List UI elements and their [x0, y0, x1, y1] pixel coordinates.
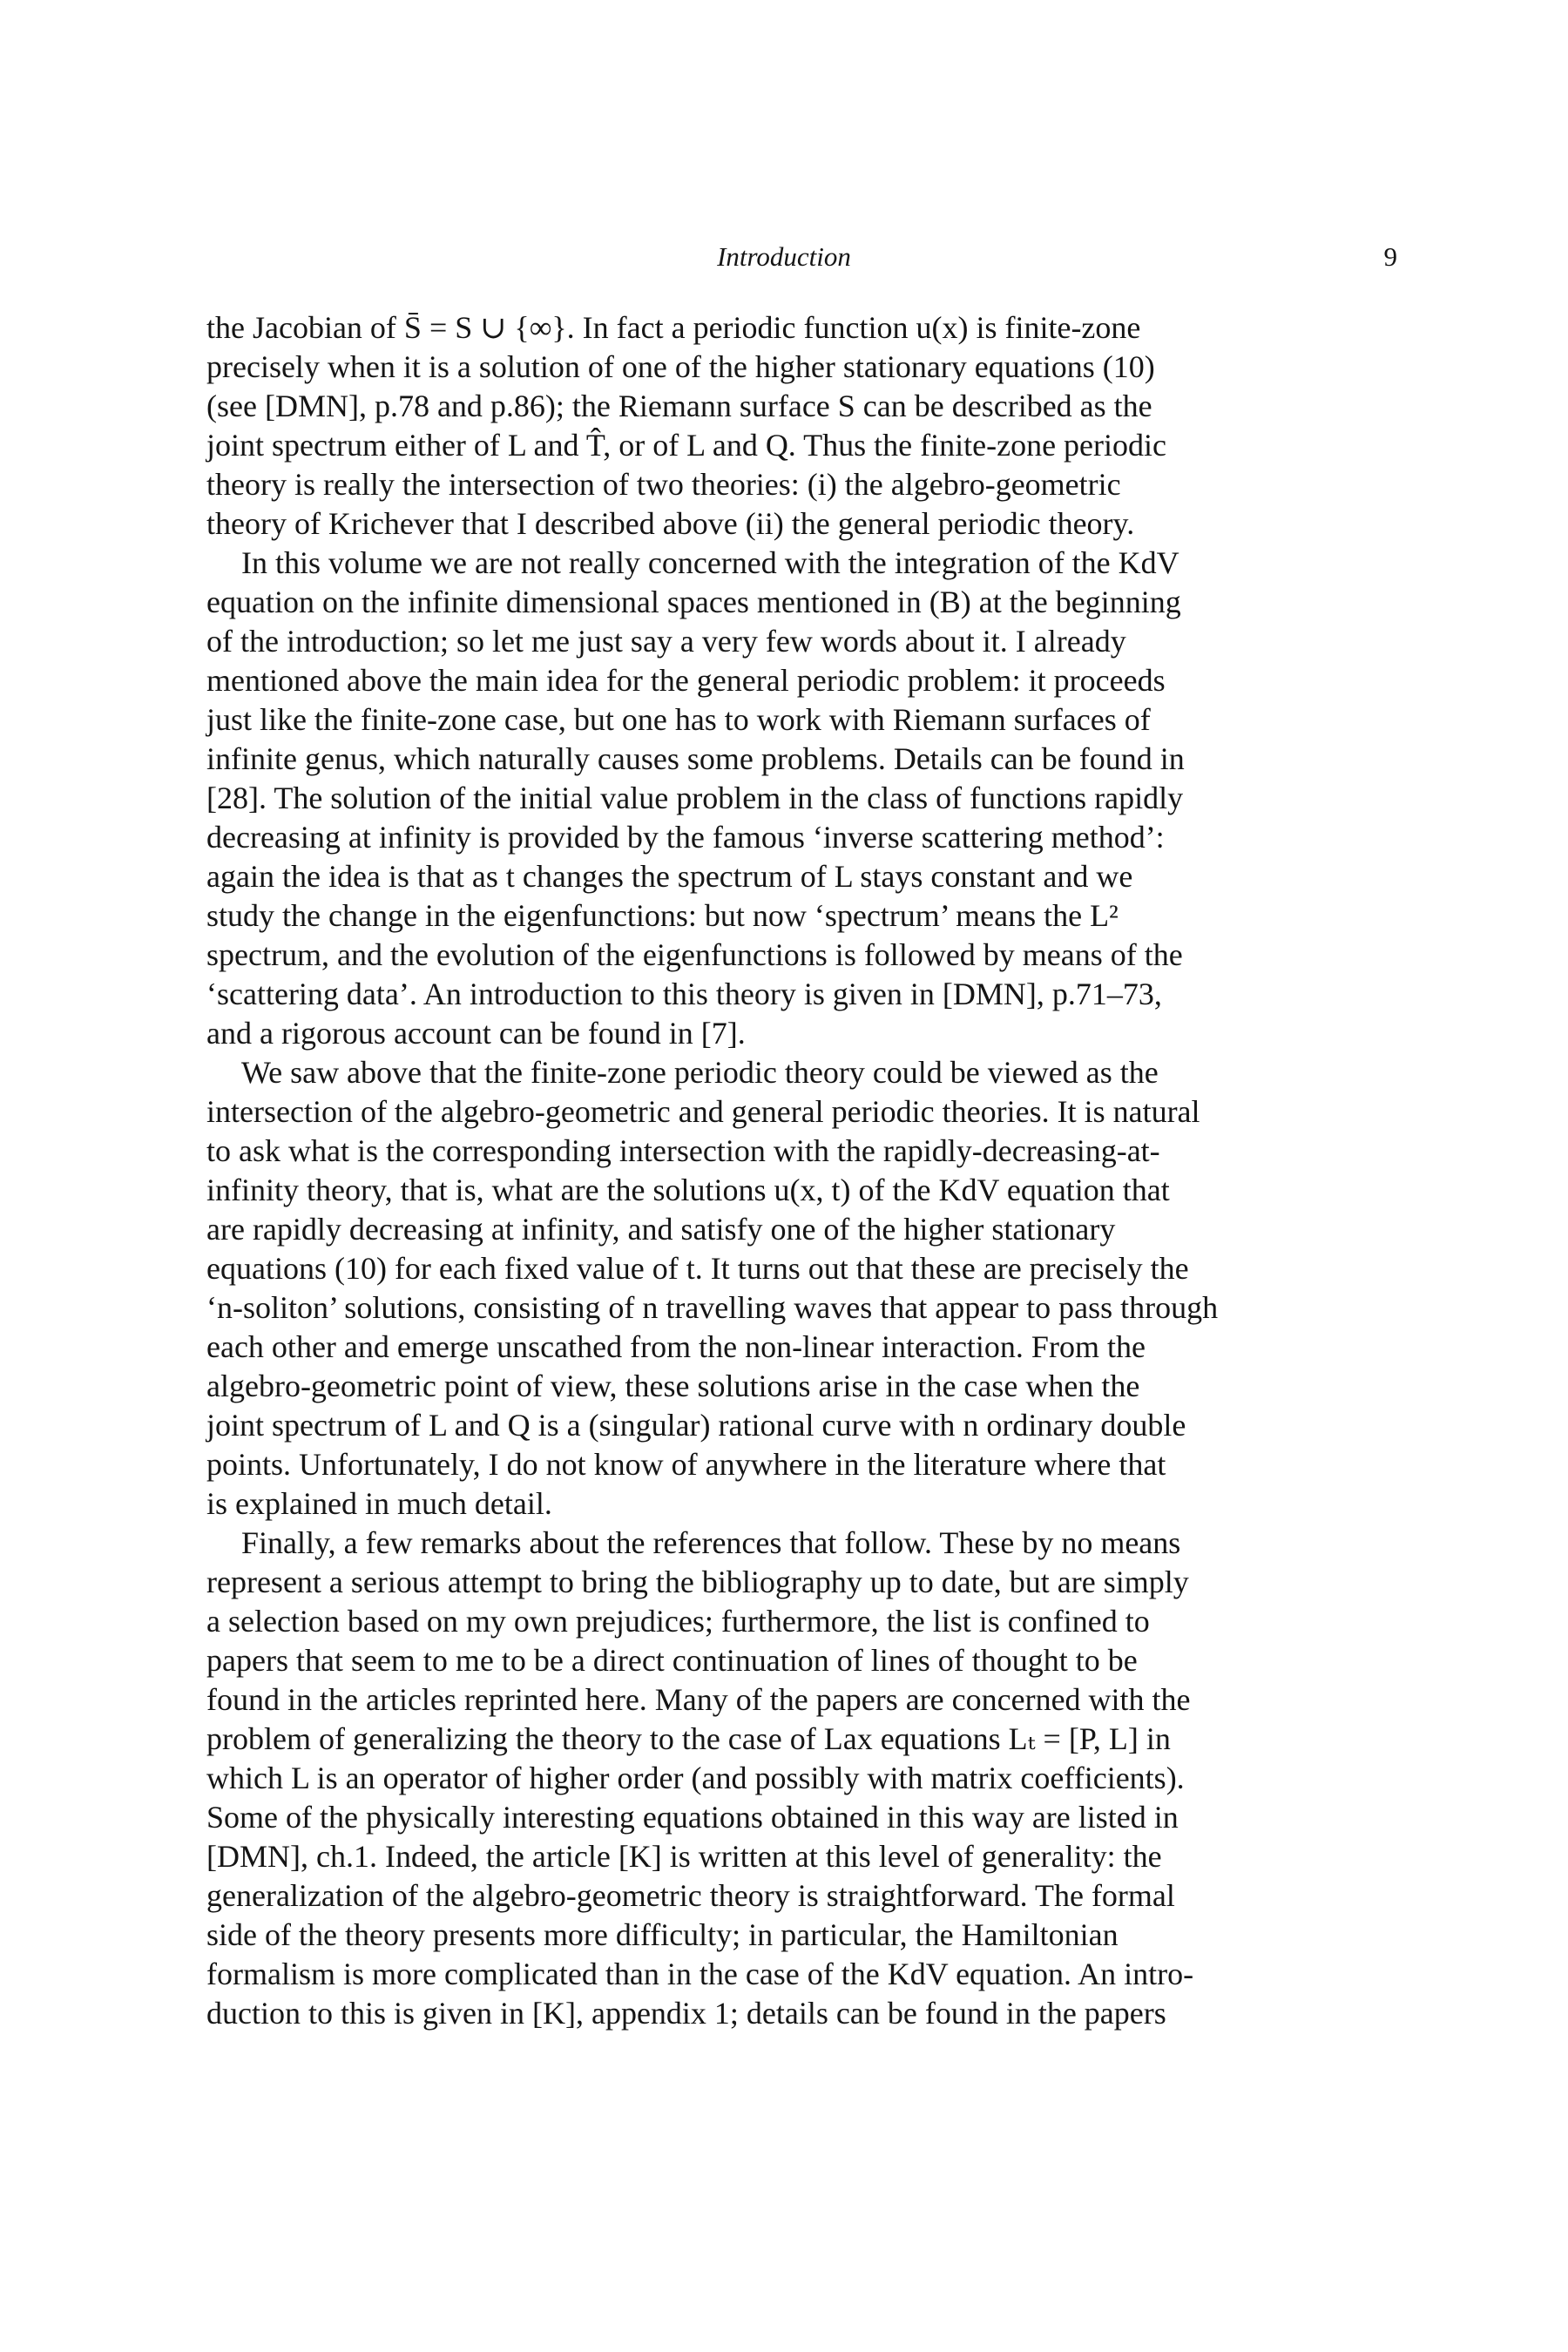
text-line: (see [DMN], p.78 and p.86); the Riemann surface S can be described as the — [206, 389, 1152, 423]
text-line: Finally, a few remarks about the references that follow. These by no means — [241, 1525, 1181, 1560]
text-line: represent a serious attempt to bring the bibliography up to date, but are simply — [206, 1565, 1189, 1599]
text-line: and a rigorous account can be found in [7]. — [206, 1016, 746, 1051]
text-line: are rapidly decreasing at infinity, and satisfy one of the higher stationary — [206, 1212, 1116, 1247]
text-line: is explained in much detail. — [206, 1486, 552, 1521]
text-line: each other and emerge unscathed from the non-linear interaction. From the — [206, 1329, 1146, 1364]
text-line: joint spectrum of L and Q is a (singular) rational curve with n ordinary double — [206, 1408, 1186, 1443]
text-line: theory of Krichever that I described above (ii) the general periodic theory. — [206, 506, 1135, 541]
paragraph-3 — [206, 1053, 1367, 1524]
text-line: spectrum, and the evolution of the eigenfunctions is followed by means of the — [206, 937, 1183, 972]
text-line: study the change in the eigenfunctions: but now ‘spectrum’ means the L² — [206, 898, 1119, 933]
text-line: algebro-geometric point of view, these solutions arise in the case when the — [206, 1369, 1140, 1403]
text-line: which L is an operator of higher order (and possibly with matrix coefficients). — [206, 1761, 1185, 1795]
page-number: 9 — [1383, 241, 1397, 272]
text-line: theory is really the intersection of two theories: (i) the algebro-geometric — [206, 467, 1121, 502]
text-line: the Jacobian of S̄ = S ∪ {∞}. In fact a periodic function u(x) is finite-zone — [206, 310, 1141, 345]
text-line: In this volume we are not really concerned with the integration of the KdV — [241, 545, 1179, 580]
text-line: precisely when it is a solution of one of the higher stationary equations (10) — [206, 349, 1155, 384]
text-line: infinite genus, which naturally causes some problems. Details can be found in — [206, 741, 1185, 776]
text-line: found in the articles reprinted here. Many of the papers are concerned with the — [206, 1682, 1191, 1717]
text-line: Some of the physically interesting equations obtained in this way are listed in — [206, 1800, 1179, 1835]
text-line: of the introduction; so let me just say a very few words about it. I already — [206, 624, 1126, 659]
text-line: papers that seem to me to be a direct continuation of lines of thought to be — [206, 1643, 1138, 1678]
text-line: formalism is more complicated than in the case of the KdV equation. An intro- — [206, 1957, 1194, 1991]
paragraph-1 — [206, 308, 1367, 544]
text-line: a selection based on my own prejudices; furthermore, the list is confined to — [206, 1604, 1150, 1639]
running-head: Introduction — [717, 241, 851, 272]
text-line: duction to this is given in [K], appendix 1; details can be found in the papers — [206, 1996, 1166, 2031]
text-line: intersection of the algebro-geometric and general periodic theories. It is natural — [206, 1094, 1200, 1129]
text-line: to ask what is the corresponding intersection with the rapidly-decreasing-at- — [206, 1133, 1160, 1168]
text-line: mentioned above the main idea for the general periodic problem: it proceeds — [206, 663, 1166, 698]
text-line: [DMN], ch.1. Indeed, the article [K] is written at this level of generality: the — [206, 1839, 1162, 1874]
text-line: We saw above that the finite-zone periodic theory could be viewed as the — [241, 1055, 1159, 1090]
text-line: equations (10) for each fixed value of t. It turns out that these are precisely the — [206, 1251, 1189, 1286]
text-line: infinity theory, that is, what are the solutions u(x, t) of the KdV equation that — [206, 1173, 1170, 1207]
body-text — [206, 308, 1367, 2033]
text-line: problem of generalizing the theory to the case of Lax equations Lₜ = [P, L] in — [206, 1721, 1171, 1756]
text-line: joint spectrum either of L and T̂, or of L and Q. Thus the finite-zone periodic — [206, 428, 1167, 463]
text-line: side of the theory presents more difficulty; in particular, the Hamiltonian — [206, 1917, 1119, 1952]
page-header — [0, 235, 1568, 279]
text-line: ‘scattering data’. An introduction to this theory is given in [DMN], p.71–73, — [206, 977, 1162, 1011]
text-line: equation on the infinite dimensional spaces mentioned in (B) at the beginning — [206, 585, 1181, 619]
text-line: [28]. The solution of the initial value problem in the class of functions rapidly — [206, 781, 1184, 815]
text-line: generalization of the algebro-geometric theory is straightforward. The formal — [206, 1878, 1175, 1913]
text-line: decreasing at infinity is provided by the famous ‘inverse scattering method’: — [206, 820, 1165, 855]
text-line: ‘n-soliton’ solutions, consisting of n travelling waves that appear to pass through — [206, 1290, 1219, 1325]
text-line: just like the finite-zone case, but one has to work with Riemann surfaces of — [206, 702, 1151, 737]
text-line: again the idea is that as t changes the spectrum of L stays constant and we — [206, 859, 1133, 894]
paragraph-2 — [206, 544, 1367, 1053]
paragraph-4 — [206, 1524, 1367, 2033]
text-line: points. Unfortunately, I do not know of anywhere in the literature where that — [206, 1447, 1166, 1482]
